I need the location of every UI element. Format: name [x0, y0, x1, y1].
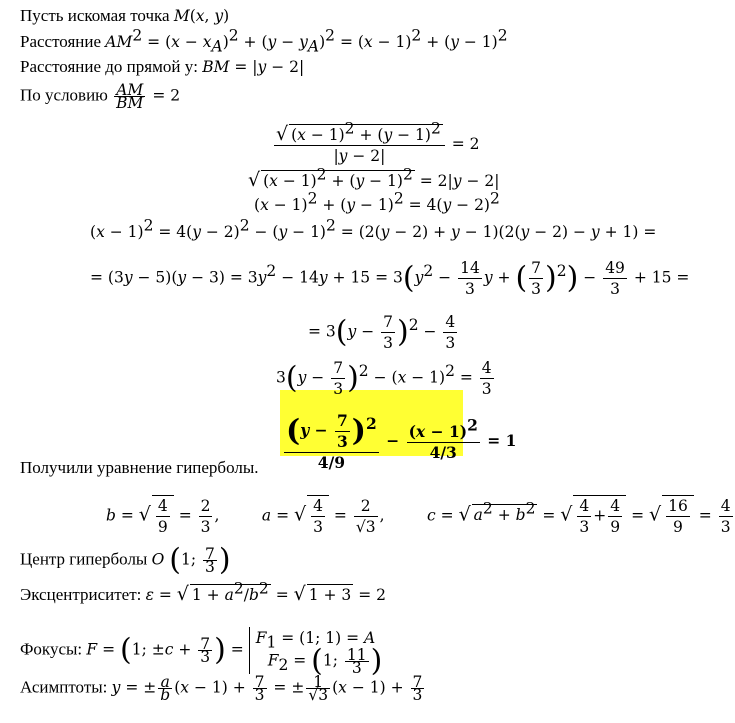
equation-factor: = $(3y - 5)(y - 3) = 3y^2 - 14y + 15 = 3(y^2$ − $\frac{14}{3}$ y + ( $\frac{7}{3}$ )$^2$) − $\frac{49}{3}$ + 15 =: [90, 259, 690, 298]
equation-ratio: $\frac{√ (x - 1)^2 + (y - 1)^2}{|y - 2|}$ = 2: [276, 119, 480, 165]
condition-text: По условию: [20, 85, 108, 105]
distance-am-text: Расстояние: [20, 32, 102, 51]
equation-rearranged: 3(y − $\frac{7}{3}$ )$^2 - (x - 1)^2$ = $\frac{4}{3}$: [276, 359, 492, 398]
foci-text: Фокусы:: [20, 639, 83, 659]
line-distance-bm: Расстояние до прямой y: BM = |y − 2|: [20, 57, 305, 76]
equation-squared: $(x - 1)^2 + (y - 1)^2 = 4(y - 2)^2$: [254, 189, 500, 214]
equation-parameters: b = √ $\frac{4}{9}$ = $\frac{2}{3}$ , a = √ $\frac{4}{3}$ = $\frac{2}{√3}$ , c = √ $a^2 + b^2$ = √ $\frac{4}{3}$ + $\frac{4}{9}$ = √ $\frac{16}{9}$ = $\frac{4}{3}$: [106, 497, 731, 536]
point-text: Пусть искомая точка: [20, 6, 170, 25]
line-asymptotes: Асимптоты: y = ± $\frac{a}{b}$ (x − 1) + $\frac{7}{3}$ = ± $\frac{1}{√3}$ (x − 1) + $\frac{7}{3}$: [20, 673, 423, 704]
equation-sqrt: √ $(x - 1)^2 + (y - 1)^2 = 2|y - 2|$: [248, 165, 500, 191]
eccentricity-text: Эксцентриситет:: [20, 585, 142, 604]
asymptotes-text: Асимптоты:: [20, 677, 108, 697]
equation-complete-square: = 3(y − $\frac{7}{3}$ )$^2$ − $\frac{4}{3}$: [308, 313, 456, 352]
equation-canonical: (y − $\frac{7}{3}$ )$^2$ 4/9 − $\frac{(x - 1)^2}{4/3}$ = 1: [286, 411, 517, 472]
center-text: Центр гиперболы: [20, 549, 148, 569]
line-condition: По условию $\frac{AM}{BM}$ = 2: [20, 81, 181, 112]
line-foci: Фокусы: F = (1; ±c + $\frac{7}{3}$ ) = $F_1 = (1$; 1) = A $F_2 = (1$; $\frac{11}{3}$ ): [20, 629, 383, 679]
equation-expand: $(x - 1)^2 = 4(y - 2)^2 - (y - 1)^2 = (2(y - 2) + y - 1)(2(y - 2) - y + 1)$ =: [90, 216, 657, 241]
point-math: M: [173, 7, 190, 25]
line-distance-am: Расстояние $AM^2 = (x - x_A)^2 + (y - y_A)^2 = (x - 1)^2 + (y - 1)^2$: [20, 26, 508, 56]
line-center: Центр гиперболы O (1; $\frac{7}{3}$ ): [20, 542, 231, 578]
hyperbola-text: Получили уравнение гиперболы.: [20, 458, 259, 477]
line-eccentricity: Эксцентриситет: ε = √ $1 + a^2/b^2$ = √ 1 + 3 = 2: [20, 579, 386, 605]
distance-bm-text: Расстояние до прямой y:: [20, 57, 198, 76]
line-point: Пусть искомая точка M(x, y): [20, 6, 230, 25]
